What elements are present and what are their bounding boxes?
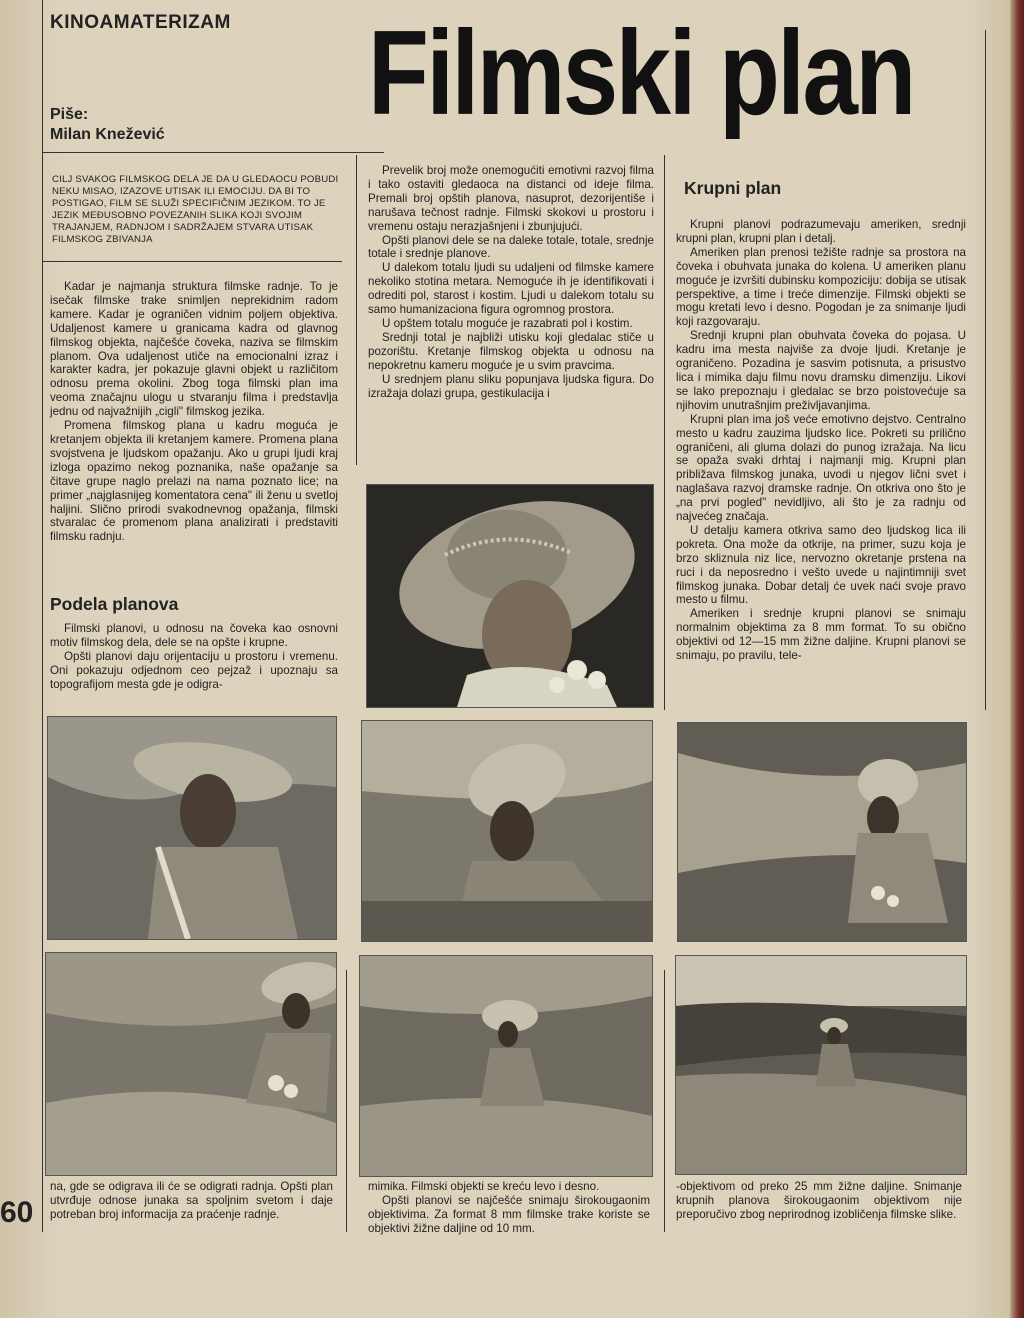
- column-3: [676, 218, 966, 663]
- photo-wide-3: [675, 955, 967, 1175]
- paragraph: U dalekom totalu ljudi su udaljeni od filmske kamere nekoliko stotina metara. Nemoguće ih je identifikovati i odrediti pol, starost i kostim. Ljudi u dalekom totalu su samo humanizaciona figura ogromnog prostora.: [368, 261, 654, 317]
- right-rule: [985, 30, 986, 710]
- author-name: Milan Knežević: [50, 126, 165, 143]
- paragraph: U detalju kamera otkriva samo deo ljudskog lica ili pokreta. Ona može da otkrije, na primer, suzu koja je brzo skliznula niz lice, nervozno okretanje prstena na ruci i da neposredno i vešto uvede u najintimniji svet filmskog junaka. Dobar detalj će uvek naći svoje pravo mesto u filmu.: [676, 523, 966, 607]
- subhead-krupni-plan: Krupni plan: [684, 178, 782, 198]
- bottom-rule-1: [346, 970, 347, 1232]
- section-label: KINOAMATERIZAM: [50, 12, 231, 33]
- photo-wide-1: [45, 952, 337, 1176]
- paragraph: Srednji total je najbliži utisku koji gledalac stiče u pozorištu. Kretanje filmskog objekta u odnosu na nepokretnu kameru moguće je u svim pravcima.: [368, 330, 654, 372]
- bottom-text-3: [676, 1180, 962, 1222]
- photo-medium-2: [361, 720, 653, 942]
- paragraph: Kadar je najmanja struktura filmske radnje. To je isečak filmske trake snimljen neprekidnim radom kamere. Kadar je ograničen vidnim poljem objektiva. Udaljenost kamere u granicama kadra od glavnog filmskog objekta, najčešće čoveka, naziva se filmskim planom. Ova udaljenost utiče na emocionalni izraz i karakter kadra, jer pokazuje glavni objekt u različitom odnosu prema okolini. Zbog toga filmski plan ima veoma značajnu ulogu u stvaranju filma i predstavlja jednu od najvažnijih „cigli" filmskog jezika.: [50, 280, 338, 419]
- bottom-text-1: [50, 1180, 333, 1222]
- bottom-rule-2: [664, 970, 665, 1232]
- binding-edge: [1010, 0, 1024, 1318]
- left-margin-rule: [42, 0, 43, 1232]
- paragraph: Opšti planovi se najčešće snimaju širokougaonim objektivima. Za format 8 mm filmske trake koriste se objektivi žižne daljine od 10 mm.: [368, 1193, 650, 1235]
- photo-medium-3: [677, 722, 967, 942]
- column-rule-2: [664, 155, 665, 710]
- photo-medium-1: [47, 716, 337, 940]
- page-title: Filmski plan: [368, 6, 914, 140]
- paragraph: Krupni planovi podrazumevaju ameriken, srednji krupni plan, krupni plan i detalj.: [676, 218, 966, 245]
- paragraph: Opšti planovi daju orijentaciju u prostoru i vremenu. Oni pokazuju odjednom ceo pejzaž i upoznaju sa topografijom mesta gde je odigra-: [50, 649, 338, 691]
- paragraph: na, gde se odigrava ili će se odigrati radnja. Opšti plan utvrđuje odnose junaka sa spoljnim svetom i daje potreban broj informacija za praćenje radnje.: [50, 1180, 333, 1221]
- page-number: 60: [0, 1196, 34, 1229]
- paragraph: Ameriken plan prenosi težište radnje sa prostora na čoveka i obuhvata junaka do kolena. U ameriken planu moguće je izvršiti dubinsku kompoziciju: dobija se utisak perspektive, a time i treće dimenzije. Filmski objekti se mogu kretati levo i desno. Pogodan je za snimanje ljudi koji razgovaraju.: [676, 245, 966, 329]
- paragraph: Filmski planovi, u odnosu na čoveka kao osnovni motiv filmskog dela, dele se na opšte i krupne.: [50, 622, 338, 649]
- paragraph: -objektivom od preko 25 mm žižne daljine. Snimanje krupnih planova širokougaonim objektivom nije preporučivo zbog neprirodnog izobličenja filmske slike.: [676, 1180, 962, 1221]
- photo-wide-2: [359, 955, 653, 1177]
- column-rule-1: [356, 155, 357, 465]
- paragraph: U srednjem planu sliku popunjava ljudska figura. Do izražaja dolazi grupa, gestikulacija i: [368, 372, 654, 400]
- intro-rule: [42, 261, 342, 262]
- paragraph: Prevelik broj može onemogućiti emotivni razvoj filma i tako ostaviti gledaoca na distanci od ideje filma. Premali broj opštih planova, nasuprot, dezorijentiše i narušava tečnost radnje. Filmski skokovi u prostoru i vremenu ostaju nerazjašnjeni i zbunjujući.: [368, 164, 654, 233]
- paragraph: mimika. Filmski objekti se kreću levo i desno.: [368, 1180, 600, 1193]
- paragraph: Srednji krupni plan obuhvata čoveka do pojasa. U kadru ima mesta najviše za dvoje ljudi. Kretanje je ograničeno. Pozadina je sasvim potisnuta, a prisustvo lica i mimika daju filmu novu dramsku dimenziju. Likovi se lako prepoznaju i gledalac se brzo poistovećuje sa njihovim unutrašnjim preživljavanjima.: [676, 329, 966, 412]
- column-1-cont: [50, 622, 338, 692]
- column-2: [368, 164, 654, 400]
- subhead-podela: Podela planova: [50, 594, 179, 614]
- paragraph: Promena filmskog plana u kadru moguća je kretanjem objekta ili kretanjem kamere. Promena plana svojstvena je ljudskom opažanju. Ako u grupi ljudi kraj izloga opazimo nekog poznanika, naše opažanje sa čitave grupe naglo prelazi na nama poznato lice; na primer „najglasnijeg komentatora cena" ili ženu u svetloj haljini. Slično prirodi svakodnevnog opažanja, filmski stvaralac će promenom plana analizirati i predstaviti filmsku radnju.: [50, 419, 338, 544]
- intro-lead: CILJ SVAKOG FILMSKOG DELA JE DA U GLEDAOCU POBUDI NEKU MISAO, IZAZOVE UTISAK ILI EMOCIJU. DA BI TO POSTIGAO, FILM SE SLUŽI SPECIFIČNIM JEZIKOM. TO JE JEZIK MEĐUSOBNO POVEZANIH SLIKA KOJI SVOJIM TRAJANJEM, RADNJOM I SADRŽAJEM STVARA UTISAK FILMSKOG ZBIVANJA: [52, 174, 339, 245]
- bottom-text-2: [368, 1180, 650, 1236]
- paragraph: Ameriken i srednje krupni planovi se snimaju normalnim objektima za 8 mm format. To su obično objektivi od 12—15 mm žižne daljine. Krupni planovi se snimaju, po pravilu, tele-: [676, 607, 966, 663]
- paragraph: Opšti planovi dele se na daleke totale, totale, srednje totale i srednje planove.: [368, 233, 654, 261]
- photo-closeup: [366, 484, 654, 708]
- column-1: [50, 280, 338, 544]
- byline-label: Piše:: [50, 106, 89, 123]
- paragraph: U opštem totalu moguće je razabrati pol i kostim.: [382, 316, 633, 330]
- byline: [50, 105, 165, 145]
- paragraph: Krupni plan ima još veće emotivno dejstvo. Centralno mesto u kadru zauzima ljudsko lice. Pokreti su prilično ograničeni, ali gluma dolazi do punog izražaja. Na licu se opaža svaki drhtaj i najmanji mig. Krupni plan približava filmskog junaka, uvodi u njegov lični svet i naglašava razvoj dramske radnje. On otkriva ono što je „na prvi pogled" nevidljivo, ali što je za radnju od najvećeg značaja.: [676, 412, 966, 524]
- header-rule: [42, 152, 384, 153]
